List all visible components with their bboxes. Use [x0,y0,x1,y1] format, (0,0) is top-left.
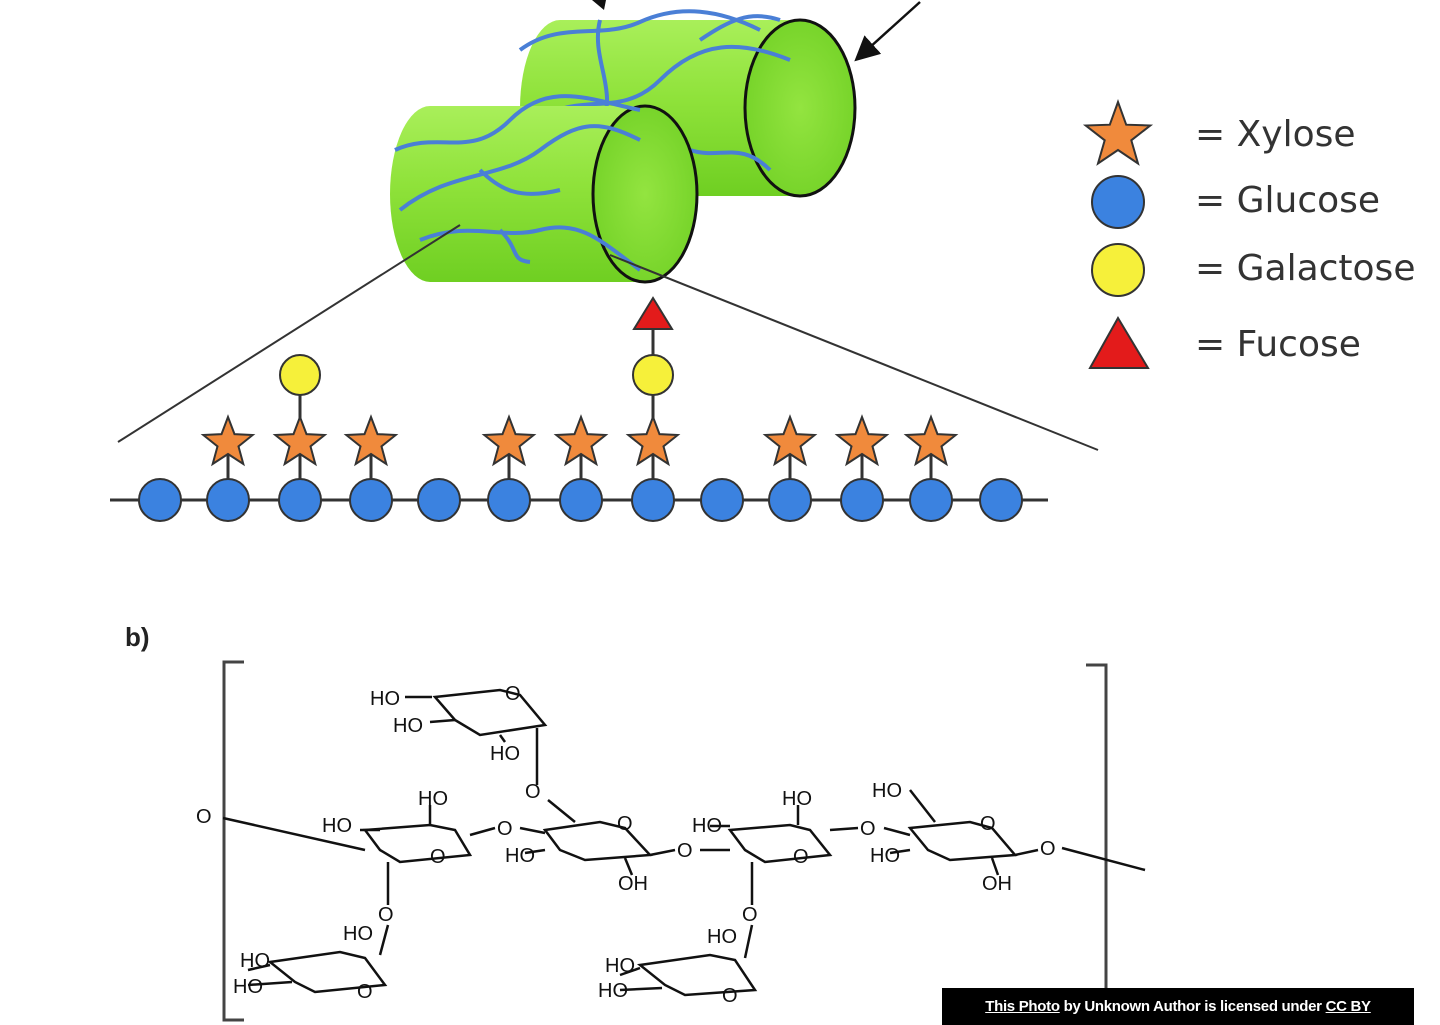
glucose-unit [279,479,321,521]
glucose-unit [769,479,811,521]
legend-fucose [1090,318,1361,368]
chem-o: O [497,818,513,840]
chem-labels [196,683,1056,1007]
legend-xylose [1086,102,1356,164]
legend-glucose [1092,176,1380,228]
legend-label-glucose: = Glucose [1195,180,1381,221]
chem-ho: HO [598,980,628,1002]
chem-o: O [505,683,521,705]
glucose-unit [980,479,1022,521]
chem-o: O [378,904,394,926]
legend-label-fucose: = Fucose [1195,324,1361,365]
glucose-unit [350,479,392,521]
chem-o: O [742,904,758,926]
chem-ho: HO [870,845,900,867]
glucose-unit [207,479,249,521]
chem-o: O [860,818,876,840]
chem-oh: OH [618,873,648,895]
chem-o: O [357,981,373,1003]
fucose-triangle-icon [1090,318,1148,368]
glucose-unit [418,479,460,521]
chem-ho: HO [393,715,423,737]
glucose-unit [560,479,602,521]
license-link[interactable]: CC BY [1325,998,1371,1015]
chem-ho: HO [707,926,737,948]
chem-o: O [196,806,212,828]
chem-o: O [617,813,633,835]
chem-ho: HO [605,955,635,977]
legend-label-galactose: = Galactose [1195,248,1416,289]
credit-text: by Unknown Author is licensed under [1059,998,1326,1015]
chem-o: O [980,813,996,835]
chem-ho: HO [418,788,448,810]
chem-o: O [722,985,738,1007]
chem-o: O [1040,838,1056,860]
chem-o: O [793,846,809,868]
repeat-brackets [224,662,1106,1020]
chem-oh: OH [982,873,1012,895]
chem-ho: HO [233,976,263,998]
chem-o: O [430,846,446,868]
chem-ho: HO [872,780,902,802]
chem-ho: HO [343,923,373,945]
legend [1086,102,1416,368]
galactose-unit [633,355,673,395]
chem-ho: HO [692,815,722,837]
xyloglucan-chain [110,298,1048,521]
chem-ho: HO [782,788,812,810]
chem-o: O [677,840,693,862]
glucose-unit [488,479,530,521]
legend-galactose [1092,244,1415,296]
glucose-circle-icon [1092,176,1144,228]
galactose-circle-icon [1092,244,1144,296]
glucose-unit [701,479,743,521]
panel-b-label: b) [125,622,150,652]
chem-ho: HO [490,743,520,765]
chem-ho: HO [505,845,535,867]
cellulose-microfibril-front [390,96,697,282]
glucose-unit [632,479,674,521]
fucose-unit [634,298,672,329]
chem-o: O [525,781,541,803]
glucose-unit [910,479,952,521]
chem-ho: HO [370,688,400,710]
chem-ho: HO [240,950,270,972]
galactose-unit [280,355,320,395]
photo-link[interactable]: This Photo [985,998,1060,1015]
xylose-star-icon [1086,102,1151,164]
glucose-unit [841,479,883,521]
image-credit-banner [942,988,1414,1025]
legend-label-xylose: = Xylose [1195,114,1356,155]
glucose-unit [139,479,181,521]
chem-ho: HO [322,815,352,837]
